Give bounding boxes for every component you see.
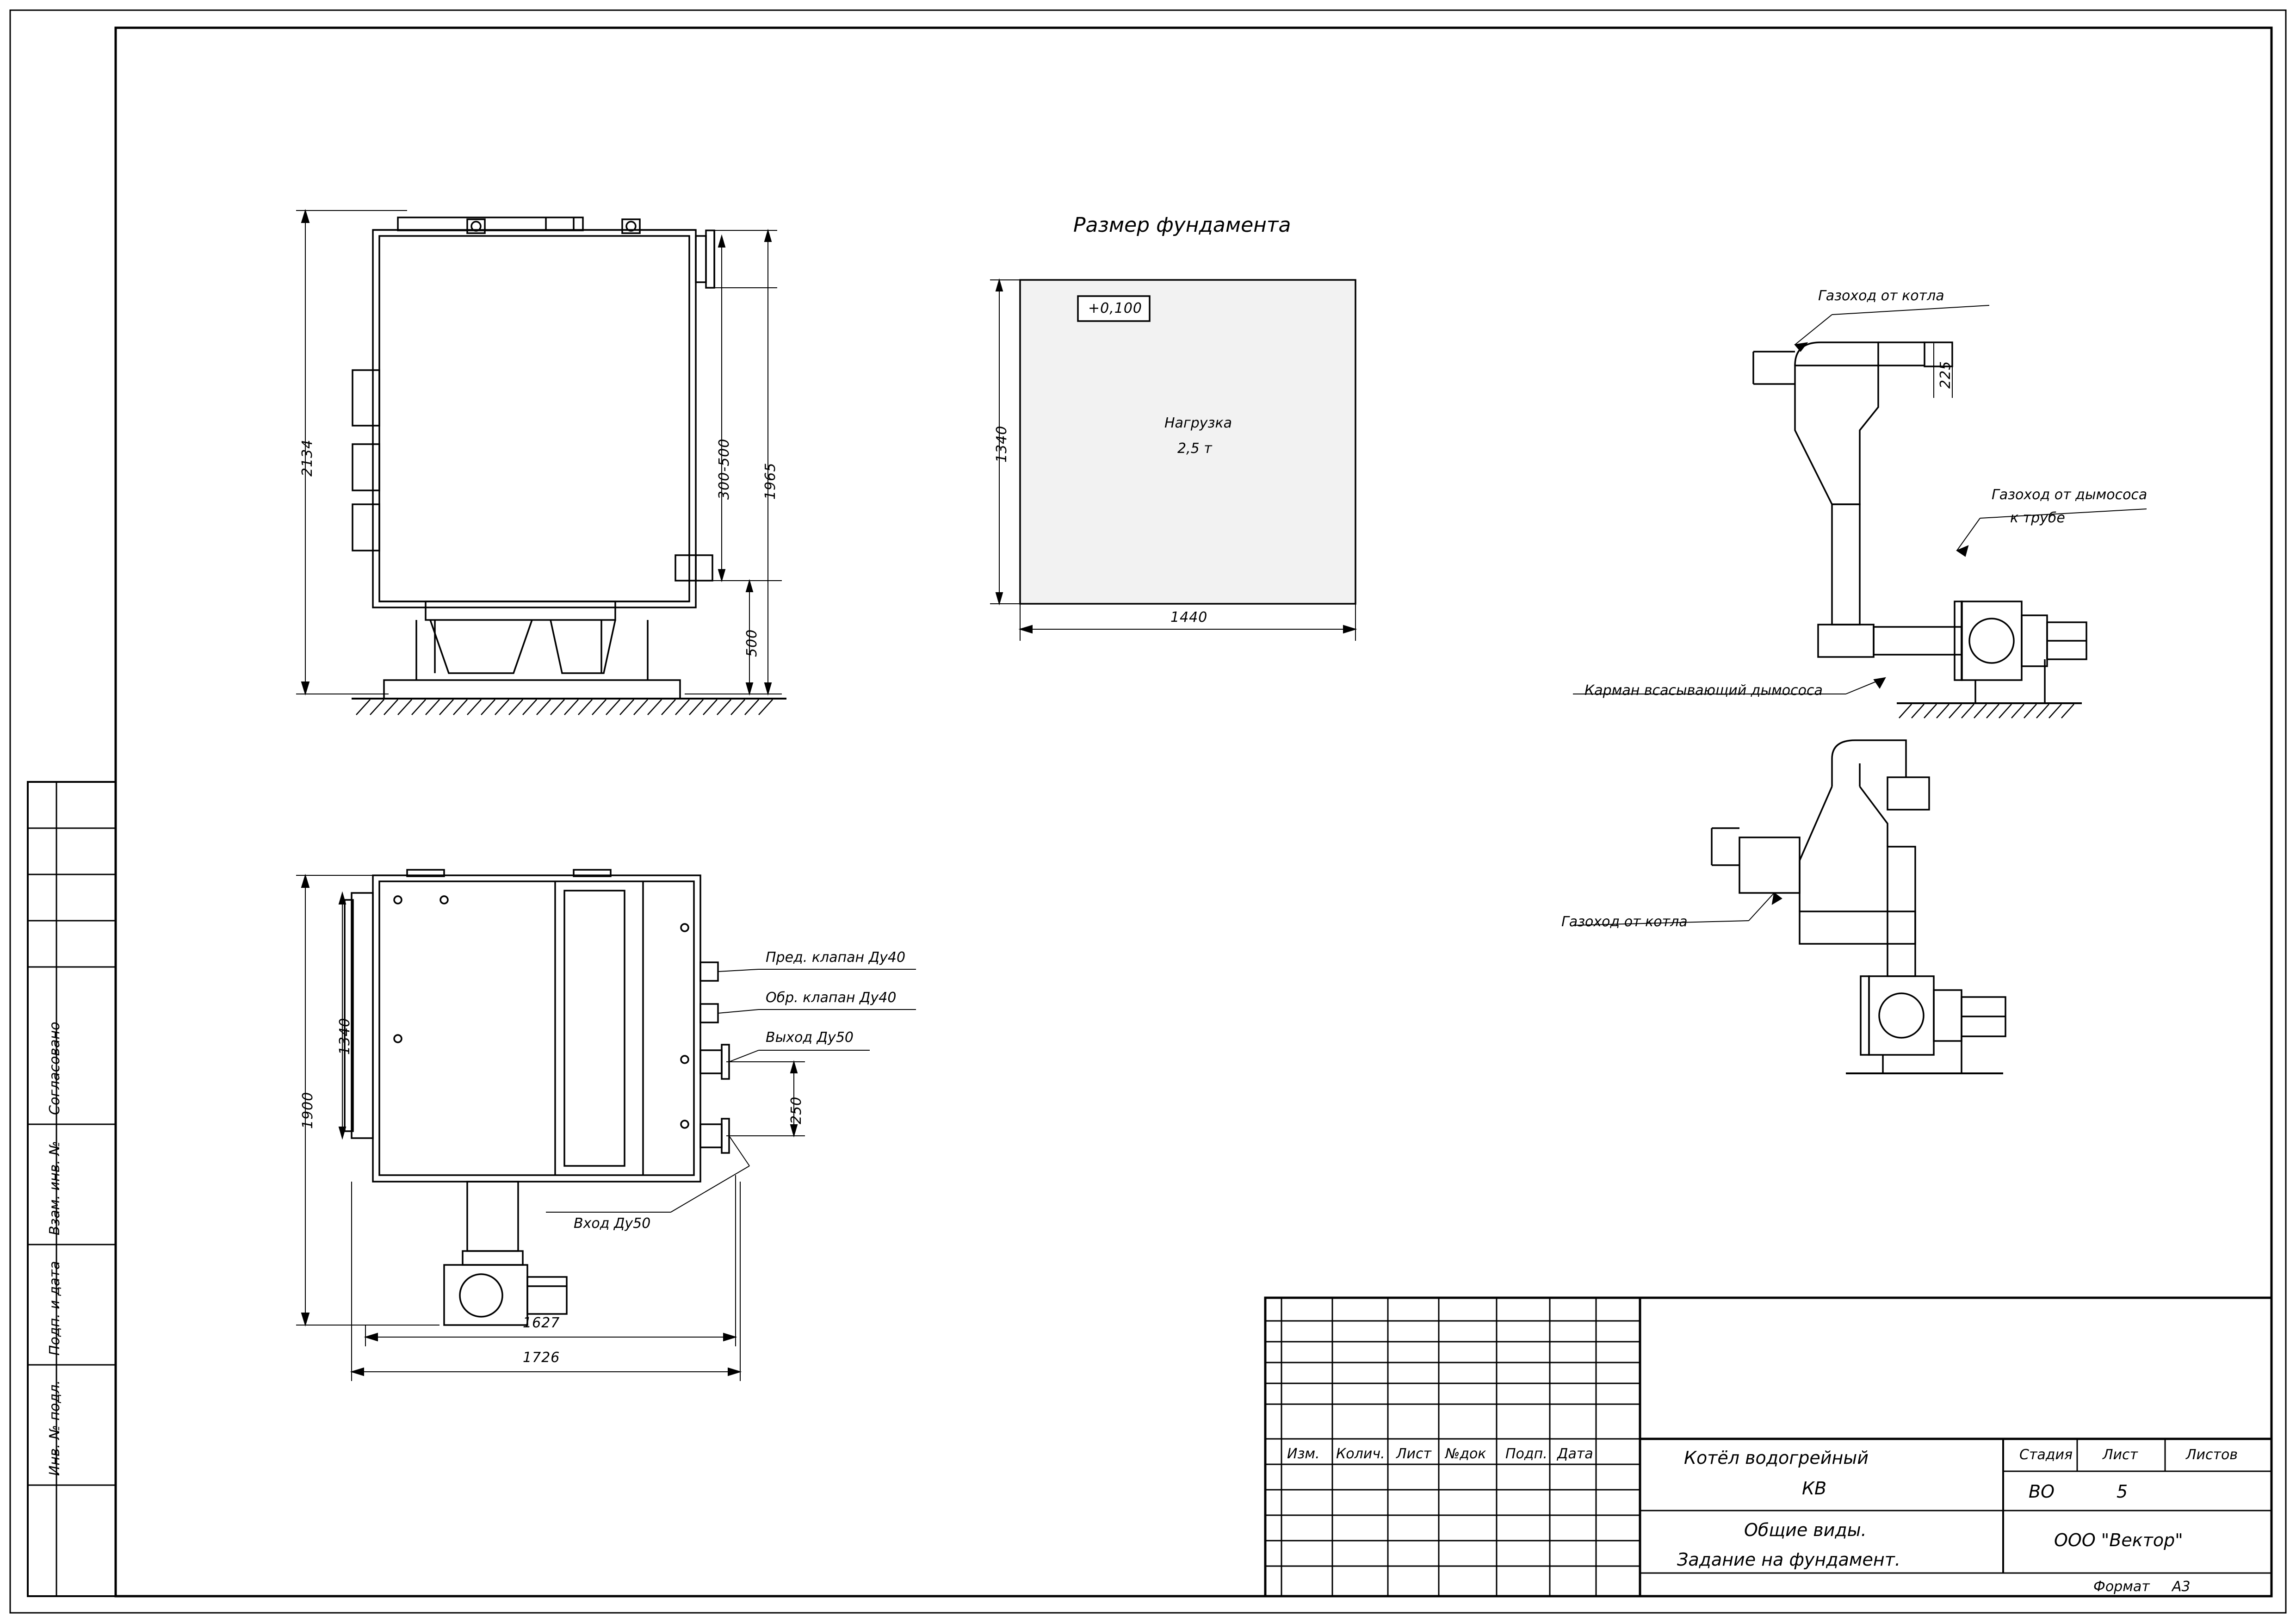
plan-view-geometry [345,870,729,1325]
callout-flue-from-boiler-bottom: Газоход от котла [1561,914,1688,930]
dim-body-width: 1340 [337,1017,353,1055]
dim-flue-height: 1965 [762,462,779,500]
margin-label-inv-podl: Инв. № подл. [47,1380,63,1476]
callout-safety-valve: Пред. клапан Ду40 [766,949,906,966]
flue-scheme-bottom-geometry [1712,740,2005,1073]
dim-overall-length: 1726 [523,1350,560,1366]
margin-label-vzam-inv: Взам. инв. № [47,1141,63,1235]
foundation-load-label: Нагрузка [1164,415,1232,431]
sheet-value: 5 [2117,1481,2128,1502]
dim-flue-range: 300-500 [716,438,732,500]
rev-header-kolich: Колич. [1336,1446,1385,1462]
dim-overall-width: 1900 [300,1091,316,1129]
foundation-title: Размер фундамента [1073,213,1291,237]
stage-label: Стадия [2019,1447,2073,1463]
foundation-load-value: 2,5 т [1177,440,1212,457]
callout-flue-from-boiler-top: Газоход от котла [1818,288,1944,304]
dim-body-length: 1627 [523,1315,560,1331]
side-view-dimensions [296,211,782,694]
foundation-dim-height: 1340 [994,425,1010,463]
dim-nozzle-spacing: 250 [788,1096,805,1124]
rev-header-podp: Подп. [1505,1446,1547,1462]
rev-header-data: Дата [1557,1446,1593,1462]
callout-suction-pocket: Карман всасывающий дымососа [1584,682,1823,699]
format-label: Формат [2093,1579,2150,1595]
callout-flue-to-chimney-line1: Газоход от дымососа [1992,487,2147,503]
dim-base-height: 500 [744,629,760,657]
foundation-elevation: +0,100 [1088,300,1143,316]
rev-header-ndok: №док [1445,1446,1486,1462]
callout-inlet: Вход Ду50 [574,1215,651,1232]
callout-outlet: Выход Ду50 [766,1029,854,1046]
flue-scheme-top-ground-hatching [1899,704,2074,718]
margin-label-podp-data: Подп. и дата [47,1261,63,1356]
object-name-line2: КВ [1802,1478,1827,1499]
dim-overall-height: 2134 [299,439,316,477]
doc-title-line2: Задание на фундамент. [1677,1549,1900,1570]
company-name: ООО "Вектор" [2054,1530,2183,1550]
callout-check-valve: Обр. клапан Ду40 [766,990,897,1006]
stage-value: ВО [2029,1481,2055,1502]
rev-header-izm: Изм. [1287,1446,1320,1462]
callout-flue-to-chimney-line2: к трубе [2010,510,2065,526]
margin-label-soglasovano: Согласовано [47,1022,63,1115]
doc-title-line1: Общие виды. [1744,1520,1867,1540]
foundation-dim-width: 1440 [1170,609,1208,626]
sheet-label: Лист [2103,1447,2138,1463]
side-view-ground-hatching [356,700,773,715]
object-name-line1: Котёл водогрейный [1684,1448,1869,1468]
rev-header-list: Лист [1396,1446,1432,1462]
format-value: А3 [2172,1579,2191,1595]
flue-dim-225: 225 [1937,360,1954,389]
sheets-label: Листов [2186,1447,2238,1463]
